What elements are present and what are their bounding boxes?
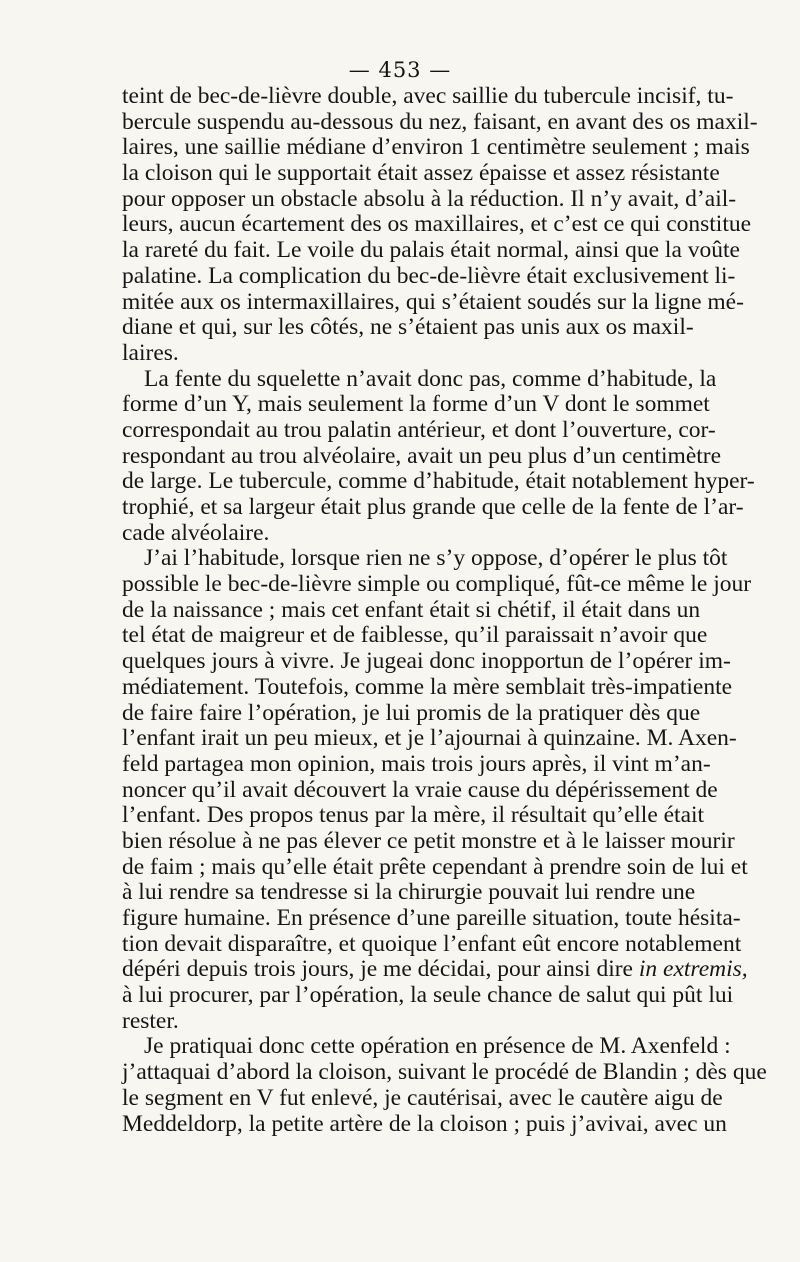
- text-line-content: de faire faire l’opération, je lui promis de la pratiquer dès que: [122, 699, 701, 726]
- text-line: [122, 108, 758, 136]
- text-line: [122, 673, 733, 701]
- text-line-content: tel état de maigreur et de faiblesse, qu’il paraissait n’avoir que: [122, 622, 708, 649]
- text-line-content: l’enfant irait un peu mieux, et je l’ajournai à quinzaine. M. Axen-: [122, 725, 737, 752]
- text-line-content: noncer qu’il avait découvert la vraie cause du dépérissement de: [122, 776, 718, 803]
- text-line: [122, 83, 734, 110]
- text-line-content: possible le bec-de-lièvre simple ou compliqué, fût-ce même le jour: [122, 571, 752, 598]
- text-line-content: J’ai l’habitude, lorsque rien ne s’y oppose, d’opérer le plus tôt: [144, 545, 728, 572]
- text-line: [122, 905, 741, 932]
- text-line: [122, 341, 672, 367]
- text-line-content: trophié, et sa largeur était plus grande que celle de la fente de l’ar-: [122, 494, 744, 520]
- text-line: [122, 596, 701, 624]
- text-line-content: Meddeldorp, la petite artère de la cloison ; puis j’avivai, avec un: [122, 1110, 727, 1137]
- text-line: [122, 776, 718, 804]
- text-line: [122, 879, 696, 906]
- text-line-content: de large. Le tubercule, comme d’habitude, était notablement hyper-: [122, 468, 755, 495]
- page-number: — 453 —: [348, 58, 452, 82]
- text-line: [122, 982, 734, 1009]
- text-line-content: quelques jours à vivre. Je jugeai donc inopportun de l’opérer im-: [122, 648, 731, 675]
- text-line-content: j’attaquai d’abord la cloison, suivant le procédé de Blandin ; dès que: [122, 1059, 767, 1086]
- text-line-content: laires, une saillie médiane d’environ 1 centimètre seulement ; mais: [122, 134, 750, 161]
- text-line: [122, 802, 705, 829]
- text-line-content: la rareté du fait. Le voile du palais était normal, ainsi que la voûte: [122, 237, 740, 264]
- text-line: [122, 699, 701, 727]
- text-line-content: à lui procurer, par l’opération, la seule chance de salut qui pût lui: [122, 982, 734, 1009]
- text-line-content: cade alvéolaire.: [122, 519, 270, 546]
- text-line-content: laires.: [122, 339, 179, 366]
- text-line-content: forme d’un Y, mais seulement la forme d’un V dont le sommet: [122, 391, 710, 418]
- text-line-content: correspondait au trou palatin antérieur, et dont l’ouverture, cor-: [122, 416, 716, 443]
- text-line: [122, 365, 717, 393]
- text-line-content: palatine. La complication du bec-de-lièvre était exclusivement li-: [122, 262, 736, 289]
- text-line: [122, 853, 748, 881]
- text-line-content: La fente du squelette n’avait donc pas, comme d’habitude, la: [144, 365, 717, 392]
- text-line: [122, 391, 710, 418]
- text-line: [122, 725, 737, 752]
- text-line: [122, 930, 742, 958]
- text-line: [122, 442, 722, 470]
- text-line-content: pour opposer un obstacle absolu à la réduction. Il n’y avait, d’ail-: [122, 185, 737, 212]
- text-line-content: bercule suspendu au-dessous du nez, faisant, en avant des os maxil-: [122, 108, 758, 135]
- text-line: [122, 416, 716, 444]
- text-line: [122, 956, 748, 983]
- text-line: [122, 262, 736, 290]
- text-line-content: diane et qui, sur les côtés, ne s’étaient pas unis aux os maxil-: [122, 314, 694, 341]
- text-line: [122, 160, 720, 187]
- text-line-content: de faim ; mais qu’elle était prête cependant à prendre soin de lui et: [122, 853, 748, 880]
- text-line-content: rester.: [122, 1007, 179, 1034]
- text-line: [122, 237, 740, 264]
- text-line: [122, 1084, 723, 1112]
- text-line-content: l’enfant. Des propos tenus par la mère, il résultait qu’elle était: [122, 802, 705, 829]
- text-line-content: feld partagea mon opinion, mais trois jours après, il vint m’an-: [122, 750, 711, 777]
- text-line-content: respondant au trou alvéolaire, avait un peu plus d’un centimètre: [122, 442, 722, 469]
- text-line-content: Je pratiquai donc cette opération en présence de M. Axenfeld :: [144, 1033, 731, 1060]
- text-line-content: bien résolue à ne pas élever ce petit monstre et à le laisser mourir: [122, 827, 735, 854]
- italic-phrase: in extremis,: [638, 956, 748, 983]
- text-line-content: teint de bec-de-lièvre double, avec saillie du tubercule incisif, tu-: [122, 83, 734, 109]
- text-line: [122, 545, 728, 572]
- text-line-content: de la naissance ; mais cet enfant était si chétif, il était dans un: [122, 596, 701, 623]
- text-line: [122, 1110, 727, 1138]
- text-line: [122, 134, 750, 161]
- text-line: [122, 1059, 767, 1086]
- text-line: [122, 648, 731, 675]
- text-line: [122, 1033, 731, 1060]
- text-line: [122, 521, 672, 547]
- text-line: [122, 288, 744, 316]
- text-line-content: le segment en V fut enlevé, je cautérisai, avec le cautère aigu de: [122, 1084, 723, 1111]
- text-line: [122, 211, 752, 238]
- text-line: [122, 1009, 672, 1035]
- text-line: [122, 571, 752, 598]
- text-line: [122, 622, 708, 649]
- text-line-content: figure humaine. En présence d’une pareille situation, toute hésita-: [122, 905, 741, 931]
- text-line: [122, 468, 755, 495]
- text-line-content: mitée aux os intermaxillaires, qui s’étaient soudés sur la ligne mé-: [122, 288, 744, 315]
- text-line-content: médiatement. Toutefois, comme la mère semblait très-impatiente: [122, 673, 733, 700]
- text-line: [122, 494, 744, 521]
- text-line-content: tion devait disparaître, et quoique l’enfant eût encore notablement: [122, 930, 742, 957]
- text-line-content: leurs, aucun écartement des os maxillaires, et c’est ce qui constitue: [122, 211, 752, 238]
- text-line: [122, 314, 694, 341]
- text-line-content: la cloison qui le supportait était assez épaisse et assez résistante: [122, 160, 720, 187]
- text-line-content: dépéri depuis trois jours, je me décidai, pour ainsi dire: [122, 956, 639, 983]
- text-line: [122, 827, 735, 855]
- text-line: [122, 750, 711, 778]
- text-line-content: à lui rendre sa tendresse si la chirurgie pouvait lui rendre une: [122, 879, 696, 906]
- body-text: [122, 83, 767, 1137]
- text-line: [122, 185, 737, 213]
